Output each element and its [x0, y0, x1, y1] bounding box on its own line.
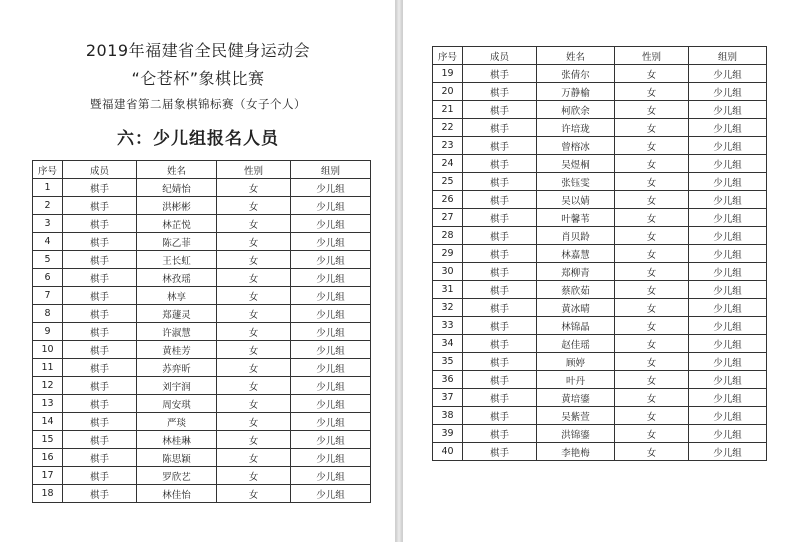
cell-group: 少儿组 — [689, 83, 767, 101]
table-row — [433, 191, 767, 209]
cell-name: 张钰雯 — [537, 173, 615, 191]
cell-member: 棋手 — [63, 395, 137, 413]
cell-index: 1 — [33, 179, 63, 197]
cell-gender: 女 — [217, 359, 291, 377]
cell-index: 6 — [33, 269, 63, 287]
cell-group: 少儿组 — [291, 179, 371, 197]
cell-gender: 女 — [615, 65, 689, 83]
cell-gender: 女 — [217, 251, 291, 269]
cell-member: 棋手 — [63, 269, 137, 287]
table-row — [433, 353, 767, 371]
cell-index: 28 — [433, 227, 463, 245]
cell-member: 棋手 — [463, 425, 537, 443]
cell-name: 李艳梅 — [537, 443, 615, 461]
section-title: 六：少儿组报名人员 — [117, 129, 279, 149]
cell-name: 陈乙菲 — [137, 233, 217, 251]
cell-gender: 女 — [615, 209, 689, 227]
table-row — [433, 407, 767, 425]
cell-name: 郑柳青 — [537, 263, 615, 281]
table-row — [33, 485, 371, 503]
cell-gender: 女 — [615, 299, 689, 317]
cell-index: 37 — [433, 389, 463, 407]
cell-member: 棋手 — [63, 467, 137, 485]
cell-group: 少儿组 — [689, 245, 767, 263]
cell-index: 20 — [433, 83, 463, 101]
table-row — [33, 395, 371, 413]
table-row — [433, 389, 767, 407]
cell-gender: 女 — [615, 263, 689, 281]
cell-index: 13 — [33, 395, 63, 413]
cell-group: 少儿组 — [291, 197, 371, 215]
cell-gender: 女 — [217, 377, 291, 395]
cell-member: 棋手 — [463, 407, 537, 425]
cell-name: 赵佳瑶 — [537, 335, 615, 353]
cell-index: 19 — [433, 65, 463, 83]
cell-gender: 女 — [217, 485, 291, 503]
cell-group: 少儿组 — [689, 335, 767, 353]
table-header-row — [33, 161, 371, 179]
cell-gender: 女 — [217, 233, 291, 251]
cell-member: 棋手 — [63, 413, 137, 431]
table-row — [433, 173, 767, 191]
cell-group: 少儿组 — [689, 137, 767, 155]
table-row — [33, 179, 371, 197]
col-header-name: 姓名 — [137, 161, 217, 179]
cell-index: 17 — [33, 467, 63, 485]
table-row — [433, 443, 767, 461]
cell-group: 少儿组 — [291, 215, 371, 233]
cell-group: 少儿组 — [689, 425, 767, 443]
cell-index: 27 — [433, 209, 463, 227]
cell-index: 15 — [33, 431, 63, 449]
cell-member: 棋手 — [463, 83, 537, 101]
cell-index: 25 — [433, 173, 463, 191]
cell-name: 纪婧怡 — [137, 179, 217, 197]
cell-group: 少儿组 — [291, 431, 371, 449]
cell-name: 柯欣余 — [537, 101, 615, 119]
cell-group: 少儿组 — [291, 341, 371, 359]
cell-gender: 女 — [217, 305, 291, 323]
cell-group: 少儿组 — [689, 299, 767, 317]
cell-group: 少儿组 — [689, 389, 767, 407]
col-header-group: 组别 — [689, 47, 767, 65]
cell-member: 棋手 — [63, 323, 137, 341]
table-row — [33, 269, 371, 287]
cell-gender: 女 — [615, 281, 689, 299]
cell-group: 少儿组 — [689, 65, 767, 83]
cell-name: 陈思颖 — [137, 449, 217, 467]
cell-index: 12 — [33, 377, 63, 395]
table-row — [433, 263, 767, 281]
cell-group: 少儿组 — [689, 209, 767, 227]
cell-name: 吴紫萱 — [537, 407, 615, 425]
table-row — [433, 209, 767, 227]
cell-index: 23 — [433, 137, 463, 155]
cell-gender: 女 — [615, 191, 689, 209]
cell-gender: 女 — [217, 215, 291, 233]
cell-gender: 女 — [615, 425, 689, 443]
cell-group: 少儿组 — [291, 449, 371, 467]
table-row — [33, 233, 371, 251]
table-row — [433, 83, 767, 101]
cell-gender: 女 — [615, 101, 689, 119]
table-row — [433, 317, 767, 335]
cell-index: 9 — [33, 323, 63, 341]
table-row — [33, 305, 371, 323]
table-row — [33, 431, 371, 449]
cell-index: 40 — [433, 443, 463, 461]
cell-name: 林锦晶 — [537, 317, 615, 335]
cell-group: 少儿组 — [689, 371, 767, 389]
roster-table-left — [32, 160, 371, 503]
cell-name: 万静榆 — [537, 83, 615, 101]
cell-name: 吴煜桐 — [537, 155, 615, 173]
table-row — [433, 119, 767, 137]
col-header-name: 姓名 — [537, 47, 615, 65]
cell-member: 棋手 — [63, 233, 137, 251]
cell-member: 棋手 — [63, 449, 137, 467]
cell-name: 张倩尔 — [537, 65, 615, 83]
cell-index: 24 — [433, 155, 463, 173]
table-row — [433, 281, 767, 299]
table-header-row — [433, 47, 767, 65]
cell-name: 罗欣艺 — [137, 467, 217, 485]
cell-name: 许培珑 — [537, 119, 615, 137]
cell-group: 少儿组 — [291, 413, 371, 431]
cell-name: 吴以婧 — [537, 191, 615, 209]
cell-member: 棋手 — [463, 443, 537, 461]
cell-index: 14 — [33, 413, 63, 431]
title-line-1: 2019年福建省全民健身运动会 — [85, 41, 311, 60]
cell-index: 18 — [33, 485, 63, 503]
cell-gender: 女 — [615, 443, 689, 461]
cell-gender: 女 — [615, 245, 689, 263]
col-header-group: 组别 — [291, 161, 371, 179]
cell-index: 29 — [433, 245, 463, 263]
cell-index: 38 — [433, 407, 463, 425]
cell-gender: 女 — [615, 317, 689, 335]
cell-name: 林孜瑶 — [137, 269, 217, 287]
roster-table-right — [432, 46, 767, 461]
cell-gender: 女 — [217, 449, 291, 467]
col-header-member: 成员 — [63, 161, 137, 179]
cell-member: 棋手 — [463, 389, 537, 407]
table-row — [433, 137, 767, 155]
cell-group: 少儿组 — [291, 305, 371, 323]
cell-group: 少儿组 — [689, 281, 767, 299]
table-row — [33, 197, 371, 215]
cell-group: 少儿组 — [689, 407, 767, 425]
cell-gender: 女 — [217, 287, 291, 305]
cell-member: 棋手 — [63, 377, 137, 395]
cell-name: 黄培鎏 — [537, 389, 615, 407]
cell-member: 棋手 — [463, 173, 537, 191]
cell-member: 棋手 — [463, 281, 537, 299]
cell-member: 棋手 — [463, 263, 537, 281]
cell-group: 少儿组 — [291, 395, 371, 413]
cell-gender: 女 — [615, 137, 689, 155]
cell-group: 少儿组 — [291, 323, 371, 341]
cell-name: 王长虹 — [137, 251, 217, 269]
table-row — [33, 215, 371, 233]
cell-index: 3 — [33, 215, 63, 233]
cell-gender: 女 — [217, 395, 291, 413]
cell-name: 许淑慧 — [137, 323, 217, 341]
cell-name: 林享 — [137, 287, 217, 305]
cell-index: 5 — [33, 251, 63, 269]
col-header-index: 序号 — [433, 47, 463, 65]
cell-member: 棋手 — [63, 287, 137, 305]
cell-group: 少儿组 — [689, 263, 767, 281]
title-line-3: 暨福建省第二届象棋锦标赛（女子个人） — [90, 97, 306, 111]
cell-index: 33 — [433, 317, 463, 335]
cell-index: 26 — [433, 191, 463, 209]
cell-index: 39 — [433, 425, 463, 443]
cell-index: 10 — [33, 341, 63, 359]
cell-member: 棋手 — [463, 137, 537, 155]
cell-group: 少儿组 — [291, 467, 371, 485]
cell-member: 棋手 — [63, 197, 137, 215]
cell-name: 郑蘧灵 — [137, 305, 217, 323]
cell-gender: 女 — [615, 173, 689, 191]
cell-member: 棋手 — [463, 65, 537, 83]
table-row — [433, 371, 767, 389]
table-row — [33, 287, 371, 305]
table-row — [33, 323, 371, 341]
cell-index: 21 — [433, 101, 463, 119]
cell-index: 34 — [433, 335, 463, 353]
cell-index: 7 — [33, 287, 63, 305]
cell-group: 少儿组 — [291, 251, 371, 269]
table-row — [433, 299, 767, 317]
cell-index: 31 — [433, 281, 463, 299]
cell-name: 黄桂芳 — [137, 341, 217, 359]
cell-member: 棋手 — [63, 359, 137, 377]
cell-gender: 女 — [615, 227, 689, 245]
cell-name: 洪锦鎏 — [537, 425, 615, 443]
col-header-gender: 性别 — [217, 161, 291, 179]
cell-name: 苏弈昕 — [137, 359, 217, 377]
table-row — [433, 227, 767, 245]
cell-group: 少儿组 — [689, 353, 767, 371]
cell-member: 棋手 — [463, 209, 537, 227]
cell-name: 顾婷 — [537, 353, 615, 371]
cell-member: 棋手 — [463, 191, 537, 209]
cell-member: 棋手 — [63, 485, 137, 503]
table-row — [33, 449, 371, 467]
cell-name: 黄冰晴 — [537, 299, 615, 317]
table-row — [33, 377, 371, 395]
cell-index: 30 — [433, 263, 463, 281]
cell-group: 少儿组 — [291, 233, 371, 251]
col-header-gender: 性别 — [615, 47, 689, 65]
cell-name: 叶丹 — [537, 371, 615, 389]
cell-gender: 女 — [615, 119, 689, 137]
table-row — [33, 413, 371, 431]
cell-index: 16 — [33, 449, 63, 467]
cell-group: 少儿组 — [689, 443, 767, 461]
cell-group: 少儿组 — [689, 191, 767, 209]
table-row — [433, 425, 767, 443]
cell-member: 棋手 — [463, 245, 537, 263]
cell-group: 少儿组 — [291, 485, 371, 503]
cell-group: 少儿组 — [291, 359, 371, 377]
cell-member: 棋手 — [463, 227, 537, 245]
cell-gender: 女 — [217, 323, 291, 341]
cell-index: 2 — [33, 197, 63, 215]
cell-group: 少儿组 — [689, 317, 767, 335]
cell-name: 曾榕冰 — [537, 137, 615, 155]
cell-gender: 女 — [615, 389, 689, 407]
cell-name: 洪彬彬 — [137, 197, 217, 215]
cell-group: 少儿组 — [291, 269, 371, 287]
cell-member: 棋手 — [463, 101, 537, 119]
cell-name: 林桂琳 — [137, 431, 217, 449]
cell-member: 棋手 — [63, 179, 137, 197]
cell-gender: 女 — [615, 83, 689, 101]
cell-member: 棋手 — [463, 335, 537, 353]
cell-member: 棋手 — [463, 371, 537, 389]
cell-group: 少儿组 — [689, 101, 767, 119]
cell-gender: 女 — [217, 467, 291, 485]
title-line-2: “仑苍杯”象棋比赛 — [131, 69, 265, 88]
cell-name: 林嘉慧 — [537, 245, 615, 263]
cell-name: 叶馨苇 — [537, 209, 615, 227]
cell-name: 周安琪 — [137, 395, 217, 413]
table-row — [33, 359, 371, 377]
cell-group: 少儿组 — [689, 173, 767, 191]
cell-member: 棋手 — [63, 215, 137, 233]
cell-name: 林芷悦 — [137, 215, 217, 233]
cell-gender: 女 — [217, 269, 291, 287]
table-row — [33, 341, 371, 359]
table-row — [33, 251, 371, 269]
cell-member: 棋手 — [63, 251, 137, 269]
cell-index: 36 — [433, 371, 463, 389]
cell-index: 32 — [433, 299, 463, 317]
cell-index: 11 — [33, 359, 63, 377]
cell-name: 蔡欣茹 — [537, 281, 615, 299]
cell-group: 少儿组 — [689, 227, 767, 245]
table-row — [433, 335, 767, 353]
cell-group: 少儿组 — [291, 377, 371, 395]
cell-gender: 女 — [615, 371, 689, 389]
cell-member: 棋手 — [463, 317, 537, 335]
cell-gender: 女 — [217, 341, 291, 359]
table-row — [433, 101, 767, 119]
cell-index: 4 — [33, 233, 63, 251]
col-header-index: 序号 — [33, 161, 63, 179]
cell-gender: 女 — [615, 155, 689, 173]
cell-name: 林佳怡 — [137, 485, 217, 503]
cell-gender: 女 — [217, 179, 291, 197]
table-row — [33, 467, 371, 485]
cell-name: 严琰 — [137, 413, 217, 431]
cell-gender: 女 — [217, 431, 291, 449]
cell-member: 棋手 — [463, 299, 537, 317]
col-header-member: 成员 — [463, 47, 537, 65]
cell-member: 棋手 — [463, 119, 537, 137]
cell-member: 棋手 — [463, 353, 537, 371]
cell-gender: 女 — [615, 335, 689, 353]
cell-member: 棋手 — [463, 155, 537, 173]
cell-member: 棋手 — [63, 341, 137, 359]
table-row — [433, 245, 767, 263]
cell-member: 棋手 — [63, 305, 137, 323]
cell-group: 少儿组 — [689, 119, 767, 137]
cell-name: 肖贝龄 — [537, 227, 615, 245]
cell-gender: 女 — [217, 413, 291, 431]
cell-gender: 女 — [615, 407, 689, 425]
table-row — [433, 65, 767, 83]
cell-index: 8 — [33, 305, 63, 323]
cell-member: 棋手 — [63, 431, 137, 449]
cell-group: 少儿组 — [689, 155, 767, 173]
cell-group: 少儿组 — [291, 287, 371, 305]
table-row — [433, 155, 767, 173]
cell-name: 刘宇润 — [137, 377, 217, 395]
cell-index: 35 — [433, 353, 463, 371]
cell-gender: 女 — [217, 197, 291, 215]
cell-gender: 女 — [615, 353, 689, 371]
cell-index: 22 — [433, 119, 463, 137]
